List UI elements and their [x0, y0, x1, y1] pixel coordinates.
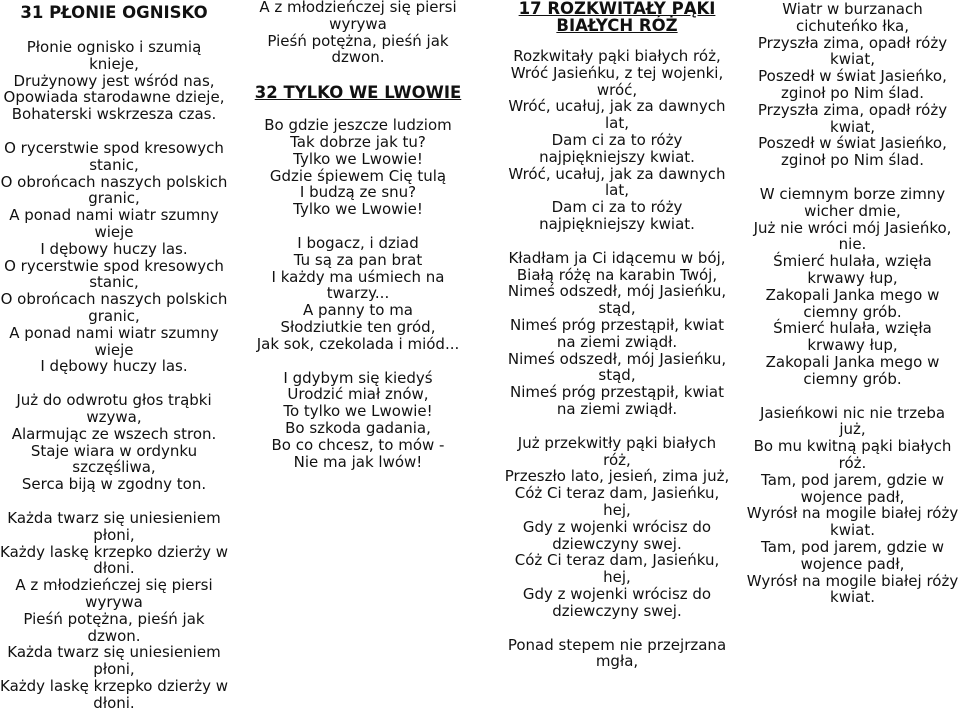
- verse-line: Bo mu kwitną pąki białych róż.: [753, 437, 952, 472]
- verse-line: O rycerstwie spod kresowych stanic,: [4, 256, 224, 292]
- verse-line: Białą różę na karabin Twój,: [516, 265, 718, 284]
- verse-line: A z młodzieńczej się piersi wyrywa: [259, 0, 457, 33]
- verse-line: Śmierć hulała, wzięła krwawy łup,: [773, 319, 932, 355]
- verse-line: Słodziutkie ten gród,: [280, 317, 436, 336]
- verse-line: Dam ci za to róży najpiękniejszy kwiat.: [539, 198, 695, 233]
- verse-line: Pieśń potężna, pieśń jak dzwon.: [267, 31, 449, 67]
- verse-line: Cóż Ci teraz dam, Jasieńku, hej,: [514, 484, 720, 519]
- verse-line: A z młodzieńczej się piersi wyrywa: [15, 576, 213, 611]
- verse-line: I każdy ma uśmiech na twarzy...: [271, 267, 445, 303]
- verse-line: Tylko we Lwowie!: [293, 200, 423, 219]
- verse-line: Dam ci za to róży najpiękniejszy kwiat.: [539, 130, 695, 166]
- verse-line: Serca biją w zgodny ton.: [21, 475, 207, 494]
- verse-line: Poszedł w świat Jasieńko, zginoł po Nim ślad.: [758, 134, 947, 170]
- verse-line: Śmierć hulała, wzięła krwawy łup,: [773, 252, 932, 287]
- verse-line: Tu są za pan brat: [293, 250, 423, 269]
- stanza: [745, 405, 960, 607]
- verse-line: Tam, pod jarem, gdzie w wojence padł,: [761, 470, 944, 506]
- verse-line: Opowiada starodawne dzieje,: [3, 88, 225, 107]
- verse-line: Wróć, ucałuj, jak za dawnych lat,: [508, 164, 726, 200]
- verse-line: Staje wiara w ordynku szczęśliwa,: [30, 441, 198, 477]
- verse-line: Każda twarz się uniesieniem płoni,: [7, 508, 221, 544]
- verse-line: I bogacz, i dziad: [297, 233, 419, 252]
- continued-stanza: [243, 0, 473, 66]
- verse-line: Przeszło lato, jesień, zima już,: [504, 467, 730, 486]
- verse-line: Nimeś próg przestąpił, kwiat na ziemi zwiądł.: [510, 315, 724, 351]
- verse-line: Poszedł w świat Jasieńko, zginoł po Nim ślad.: [758, 67, 947, 102]
- stanza: [243, 235, 473, 353]
- verse-line: Gdy z wojenki wrócisz do dziewczyny swej.: [522, 584, 712, 620]
- verse-line: Jak sok, czekolada i miód...: [256, 334, 460, 353]
- verse-line: I dębowy huczy las.: [40, 239, 188, 258]
- verse-line: To tylko we Lwowie!: [283, 402, 433, 421]
- verse-line: Już przekwitły pąki białych róż,: [517, 433, 717, 469]
- verse-line: Już do odwrotu głos trąbki wzywa,: [16, 391, 212, 426]
- verse-line: Tam, pod jarem, gdzie w wojence padł,: [761, 537, 944, 573]
- verse-line: Jasieńkowi nic nie trzeba już,: [759, 403, 946, 439]
- stanza: [243, 117, 473, 218]
- verse-line: Zakopali Janka mego w ciemny grób.: [765, 352, 940, 388]
- verse-line: W ciemnym borze zimny wicher dmie,: [759, 184, 946, 220]
- verse-line: Rozkwitały pąki białych róż,: [513, 47, 721, 65]
- verse-line: Gdzie śpiewem Cię tulą: [269, 166, 447, 185]
- verse-line: Zakopali Janka mego w ciemny grób.: [765, 285, 940, 321]
- verse-line: Wyrósł na mogile białej róży kwiat.: [746, 571, 959, 607]
- verse-line: Przyszła zima, opadł róży kwiat,: [757, 100, 948, 136]
- verse-line: Bo co chcesz, to mów -: [271, 435, 445, 454]
- verse-line: Każdy laskę krzepko dzierży w dłoni.: [0, 542, 228, 578]
- verse-line: O obrońcach naszych polskich granic,: [0, 172, 228, 208]
- verse-line: Bohaterski wskrzesza czas.: [11, 105, 217, 124]
- verse-line: I gdybym się kiedyś: [283, 368, 433, 387]
- verse-line: O obrońcach naszych polskich granic,: [0, 290, 228, 325]
- column-4: [745, 0, 960, 680]
- verse-line: A ponad nami wiatr szumny wieje: [9, 323, 219, 359]
- verse-line: Już nie wróci mój Jasieńko, nie.: [753, 218, 952, 254]
- verse-line: Nie ma jak lwów!: [293, 452, 423, 471]
- stanza: [243, 370, 473, 471]
- stanza: [502, 435, 732, 620]
- column-1: [0, 0, 228, 712]
- song-title-32: 32 TYLKO WE LWOWIE: [254, 83, 462, 103]
- stanza: [0, 39, 228, 123]
- verse-line: Gdy z wojenki wrócisz do dziewczyny swej.: [522, 517, 712, 553]
- stanza: [502, 250, 732, 418]
- stanza: [502, 48, 732, 233]
- verse-line: Tylko we Lwowie!: [293, 149, 423, 168]
- verse-line: Drużynowy jest wśród nas,: [13, 71, 215, 90]
- verse-line: Wyrósł na mogile białej róży kwiat.: [746, 504, 959, 540]
- column-3: [502, 0, 732, 680]
- verse-line: O rycerstwie spod kresowych stanic,: [4, 138, 224, 174]
- verse-line: Przyszła zima, opadł róży kwiat,: [757, 33, 948, 69]
- verse-line: Każda twarz się uniesieniem płoni,: [7, 643, 221, 679]
- verse-line: Wróć, ucałuj, jak za dawnych lat,: [508, 97, 726, 133]
- verse-line: Bo gdzie jeszcze ludziom: [264, 116, 452, 135]
- verse-line: Nimeś odszedł, mój Jasieńku, stąd,: [507, 349, 727, 385]
- verse-line: Wróć Jasieńku, z tej wojenki, wróć,: [510, 63, 724, 99]
- stanza: [0, 510, 228, 712]
- verse-line: Nimeś próg przestąpił, kwiat na ziemi zwiądł.: [510, 383, 724, 418]
- song-title-17: 17 ROZKWITAŁY PĄKI BIAŁYCH RÓŻ: [518, 0, 716, 35]
- verse-line: Bo szkoda gadania,: [285, 418, 431, 437]
- verse-line: Alarmując ze wszech stron.: [11, 424, 217, 443]
- verse-line: Każdy laskę krzepko dzierży w dłoni.: [0, 676, 228, 712]
- verse-line: Tak dobrze jak tu?: [290, 132, 426, 151]
- verse-line: Cóż Ci teraz dam, Jasieńku, hej,: [514, 551, 720, 587]
- verse-line: Nimeś odszedł, mój Jasieńku, stąd,: [507, 282, 727, 318]
- verse-line: Urodzić miał znów,: [287, 385, 429, 404]
- verse-line: I budzą ze snu?: [299, 183, 417, 202]
- verse-line: Kładłam ja Ci idącemu w bój,: [508, 248, 726, 267]
- song-title-31: 31 PŁONIE OGNISKO: [20, 3, 208, 22]
- verse-line: A panny to ma: [302, 301, 414, 320]
- continued-stanza: [745, 1, 960, 169]
- verse-line: Ponad stepem nie przejrzana mgła,: [507, 635, 727, 671]
- verse-line: Płonie ognisko i szumią knieje,: [26, 38, 202, 73]
- column-2: [243, 0, 473, 680]
- verse-line: Wiatr w burzanach cichuteńko łka,: [782, 0, 923, 35]
- stanza: [502, 637, 732, 671]
- stanza: [0, 140, 228, 375]
- verse-line: Pieśń potężna, pieśń jak dzwon.: [23, 609, 205, 645]
- verse-line: I dębowy huczy las.: [40, 357, 188, 376]
- verse-line: A ponad nami wiatr szumny wieje: [9, 206, 219, 241]
- stanza: [745, 186, 960, 388]
- stanza: [0, 392, 228, 493]
